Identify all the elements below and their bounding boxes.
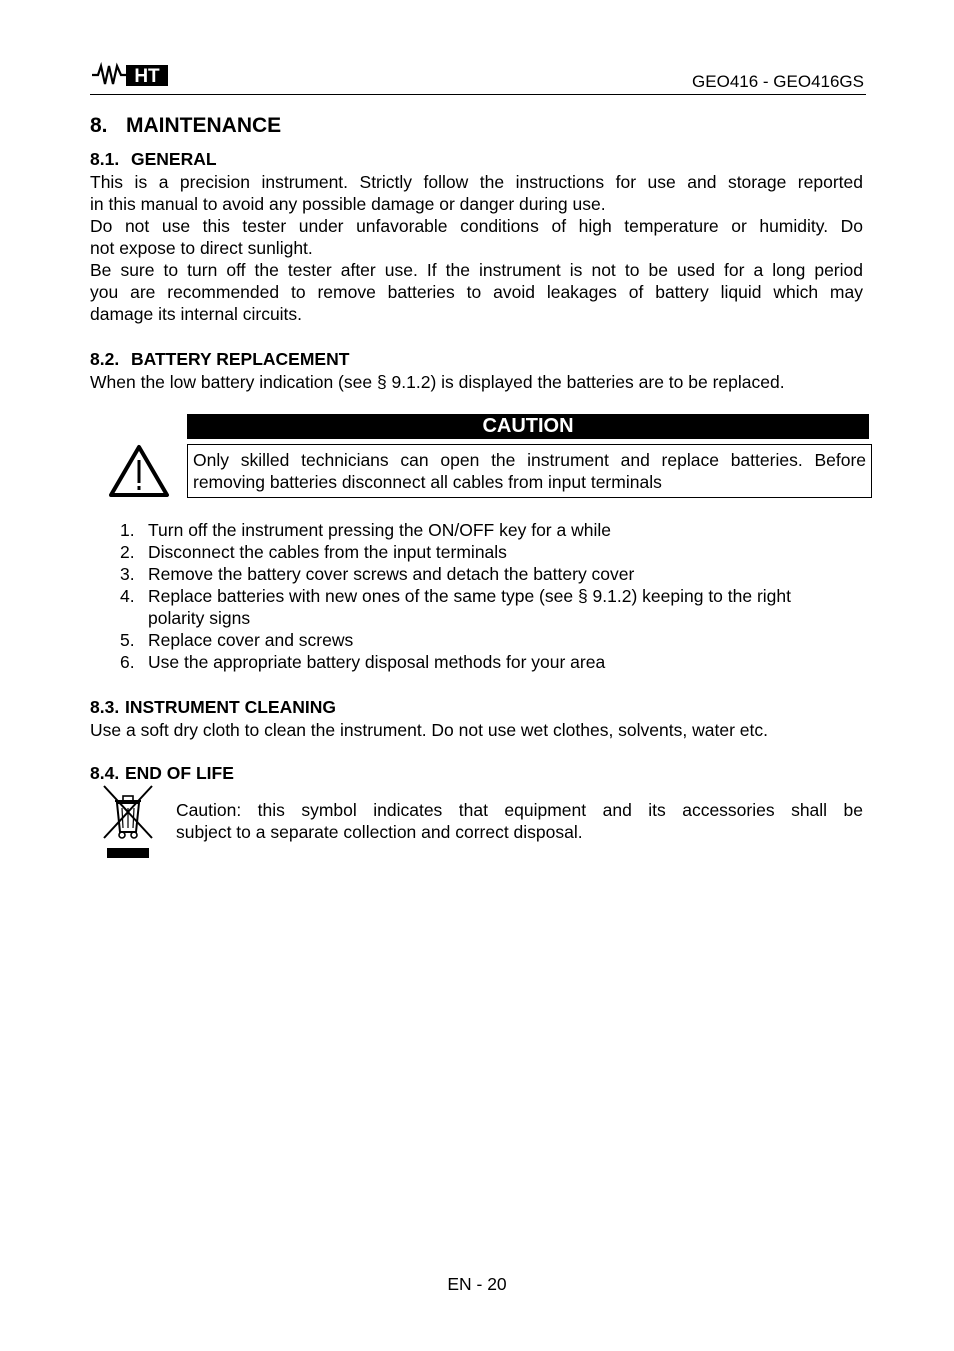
step-text: Remove the battery cover screws and detach the battery cover	[148, 564, 635, 584]
weee-crossed-bin-icon	[100, 784, 156, 862]
battery-steps-list	[90, 519, 863, 673]
cleaning-text: Use a soft dry cloth to clean the instrument. Do not use wet clothes, solvents, water etc.	[90, 720, 768, 740]
end-of-life-number: 8.4.	[90, 763, 120, 783]
step-text: Replace batteries with new ones of the same type (see § 9.1.2) keeping to the right	[148, 586, 792, 606]
step-number: 1.	[120, 520, 135, 540]
page-number: EN - 20	[447, 1274, 507, 1294]
caution-box	[187, 444, 872, 498]
end-of-life-text	[176, 799, 863, 843]
cleaning-title: INSTRUMENT CLEANING	[125, 697, 336, 717]
step-number: 2.	[120, 542, 135, 562]
cleaning-heading	[90, 697, 336, 718]
end-of-life-title: END OF LIFE	[125, 763, 234, 783]
step-number: 6.	[120, 652, 135, 672]
svg-text:HT: HT	[134, 66, 160, 87]
general-line: Do not use this tester under unfavorable conditions of high temperature or humidity. Do	[90, 216, 863, 236]
general-line: damage its internal circuits.	[90, 304, 303, 324]
battery-number: 8.2.	[90, 349, 120, 369]
step-text: Use the appropriate battery disposal methods for your area	[148, 652, 606, 672]
list-item	[90, 519, 863, 541]
section-title	[90, 114, 281, 138]
battery-title: BATTERY REPLACEMENT	[131, 349, 350, 369]
ht-logo	[90, 60, 172, 90]
step-text: Disconnect the cables from the input terminals	[148, 542, 507, 562]
general-number: 8.1.	[90, 149, 120, 169]
cleaning-number: 8.3.	[90, 697, 120, 717]
list-item	[90, 541, 863, 563]
end-of-life-line: Caution: this symbol indicates that equipment and its accessories shall be	[176, 800, 863, 820]
step-text: Replace cover and screws	[148, 630, 354, 650]
general-line: you are recommended to remove batteries to avoid leakages of battery liquid which may	[90, 282, 863, 302]
general-line: Be sure to turn off the tester after use. If the instrument is not to be used for a long period	[90, 260, 863, 280]
step-number: 4.	[120, 586, 135, 606]
list-item	[90, 585, 863, 629]
model-name: GEO416 - GEO416GS	[692, 72, 864, 91]
end-of-life-line: subject to a separate collection and correct disposal.	[176, 822, 583, 842]
step-number: 3.	[120, 564, 135, 584]
list-item	[90, 629, 863, 651]
battery-heading	[90, 349, 349, 370]
header-divider	[90, 94, 866, 95]
caution-title: CAUTION	[187, 414, 869, 439]
step-text: Turn off the instrument pressing the ON/OFF key for a while	[148, 520, 611, 540]
general-line: in this manual to avoid any possible damage or danger during use.	[90, 194, 606, 214]
battery-intro: When the low battery indication (see § 9.1.2) is displayed the batteries are to be replaced.	[90, 372, 785, 392]
section-number: 8.	[90, 114, 108, 137]
general-line: not expose to direct sunlight.	[90, 238, 313, 258]
general-heading	[90, 149, 217, 170]
general-title: GENERAL	[131, 149, 217, 169]
end-of-life-heading	[90, 763, 234, 784]
step-number: 5.	[120, 630, 135, 650]
general-line: This is a precision instrument. Strictly follow the instructions for use and storage reported	[90, 172, 863, 192]
step-text-continued: polarity signs	[148, 608, 251, 628]
list-item	[90, 563, 863, 585]
caution-line: Only skilled technicians can open the instrument and replace batteries. Before	[193, 450, 866, 470]
section-title-text: MAINTENANCE	[126, 114, 282, 137]
list-item	[90, 651, 863, 673]
general-paragraph	[90, 171, 863, 325]
warning-triangle-icon	[108, 444, 170, 498]
caution-line: removing batteries disconnect all cables from input terminals	[193, 472, 662, 492]
